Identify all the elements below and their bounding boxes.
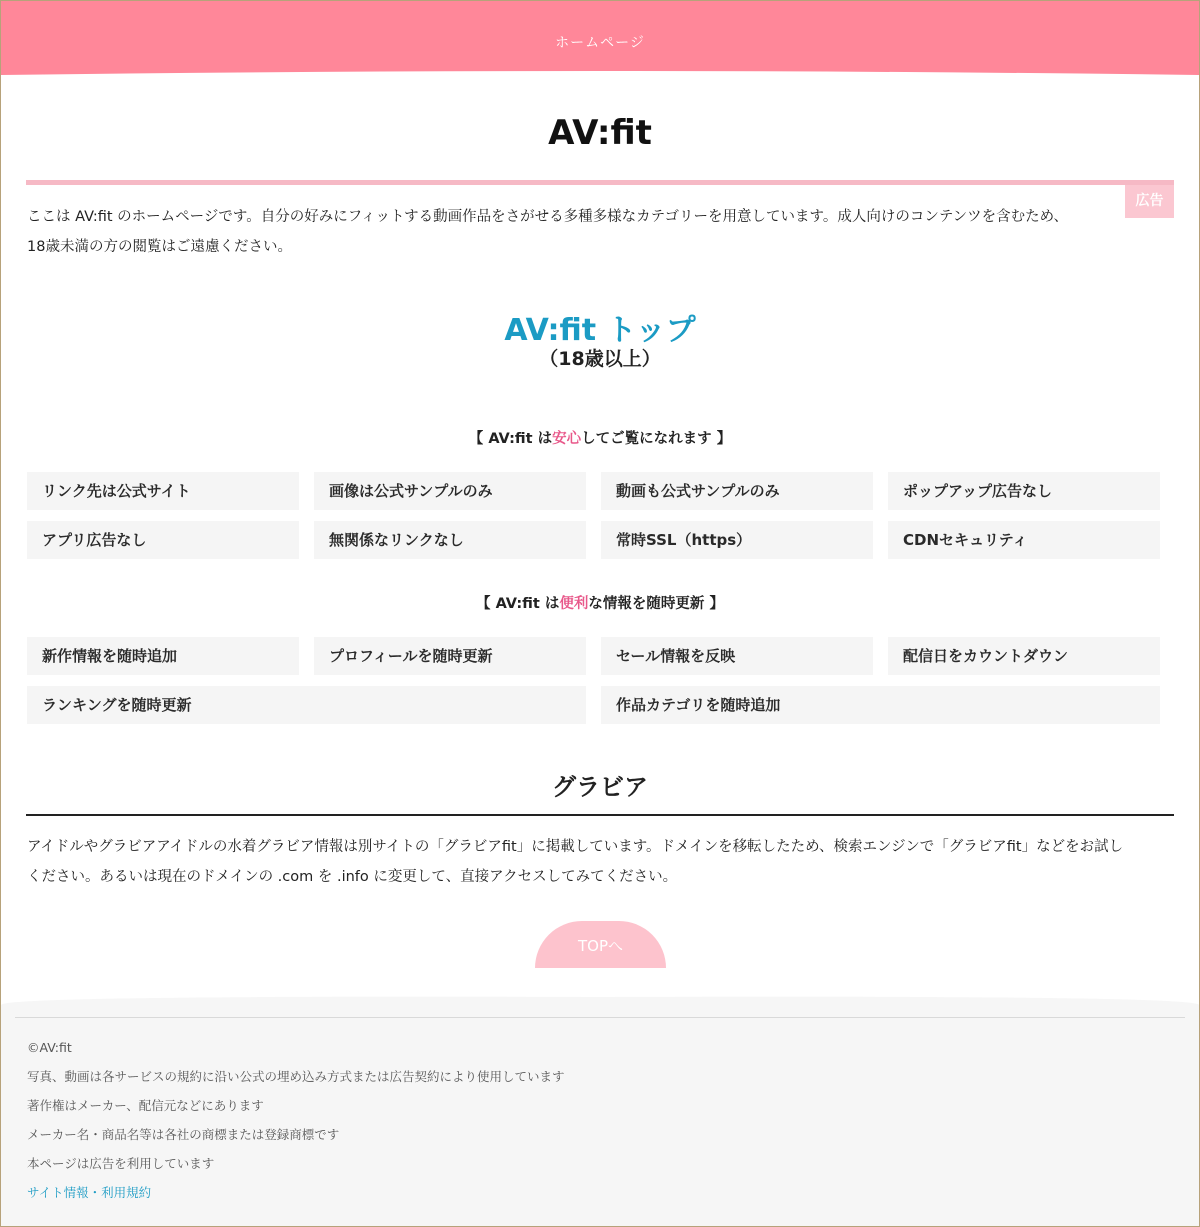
safe-heading-highlight: 安心 <box>552 431 582 447</box>
useful-heading-prefix: 【 AV:fit は <box>476 596 560 612</box>
feature-new-releases: 新作情報を随時追加 <box>27 637 299 675</box>
footer-text <box>27 1033 1127 1207</box>
feature-official-images: 画像は公式サンプルのみ <box>314 472 586 510</box>
gravure-line-2: ください。あるいは現在のドメインの .com を .info に変更して、直接アクセスしてみてください。 <box>27 869 678 885</box>
header-home-link[interactable]: ホームページ <box>555 35 645 51</box>
feature-countdown: 配信日をカウントダウン <box>888 637 1160 675</box>
site-title: AV:fit <box>548 113 652 153</box>
ad-badge: 広告 <box>1125 185 1174 218</box>
feature-no-popup: ポップアップ広告なし <box>888 472 1160 510</box>
feature-ssl: 常時SSL（https） <box>601 521 873 559</box>
footer-ad-note: 本ページは広告を利用しています <box>27 1156 215 1171</box>
useful-heading-suffix: な情報を随時更新 】 <box>588 596 724 612</box>
feature-profiles: プロフィールを随時更新 <box>314 637 586 675</box>
intro-line-1: ここは AV:fit のホームページです。自分の好みにフィットする動画作品をさがせる多種多様なカテゴリーを用意しています。成人向けのコンテンツを含むため、 <box>27 209 1069 225</box>
footer-copyright: ©AV:fit <box>27 1040 72 1055</box>
footer-trademark-note: メーカー名・商品名等は各社の商標または登録商標です <box>27 1127 340 1142</box>
feature-sales: セール情報を反映 <box>601 637 873 675</box>
useful-section-heading <box>1 592 1199 613</box>
top-link-subtitle: （18歳以上） <box>539 348 661 370</box>
feature-official-site: リンク先は公式サイト <box>27 472 299 510</box>
safe-heading-prefix: 【 AV:fit は <box>468 431 553 447</box>
useful-heading-highlight: 便利 <box>559 596 589 612</box>
gravure-divider <box>26 814 1174 816</box>
gravure-text <box>27 832 1167 892</box>
footer-wave-shape <box>1 991 1199 1005</box>
back-to-top-button[interactable]: TOPへ <box>535 921 666 968</box>
feature-no-app-ads: アプリ広告なし <box>27 521 299 559</box>
intro-text <box>27 202 1107 262</box>
intro-line-2: 18歳未満の方の閲覧はご遠慮ください。 <box>27 239 292 255</box>
safe-heading-suffix: してご覧になれます 】 <box>581 431 732 447</box>
footer-copyright-note: 著作権はメーカー、配信元などにあります <box>27 1098 264 1113</box>
feature-cdn-security: CDNセキュリティ <box>888 521 1160 559</box>
footer-usage-note: 写真、動画は各サービスの規約に沿い公式の埋め込み方式または広告契約により使用しています <box>27 1069 565 1084</box>
footer-divider <box>15 1017 1185 1018</box>
gravure-line-1: アイドルやグラビアアイドルの水着グラビア情報は別サイトの「グラビアfit」に掲載しています。ドメインを移転したため、検索エンジンで「グラビアfit」などをお試し <box>27 839 1124 855</box>
feature-ranking: ランキングを随時更新 <box>27 686 586 724</box>
footer-site-info-link[interactable]: サイト情報・利用規約 <box>27 1185 152 1200</box>
gravure-heading: グラビア <box>552 773 648 801</box>
footer <box>1 991 1199 1227</box>
feature-no-unrelated-links: 無関係なリンクなし <box>314 521 586 559</box>
feature-official-videos: 動画も公式サンプルのみ <box>601 472 873 510</box>
safe-section-heading <box>1 427 1199 448</box>
header-banner <box>1 1 1199 83</box>
top-link[interactable]: AV:fit トップ <box>504 313 696 348</box>
feature-categories: 作品カテゴリを随時追加 <box>601 686 1160 724</box>
title-divider <box>26 180 1174 185</box>
